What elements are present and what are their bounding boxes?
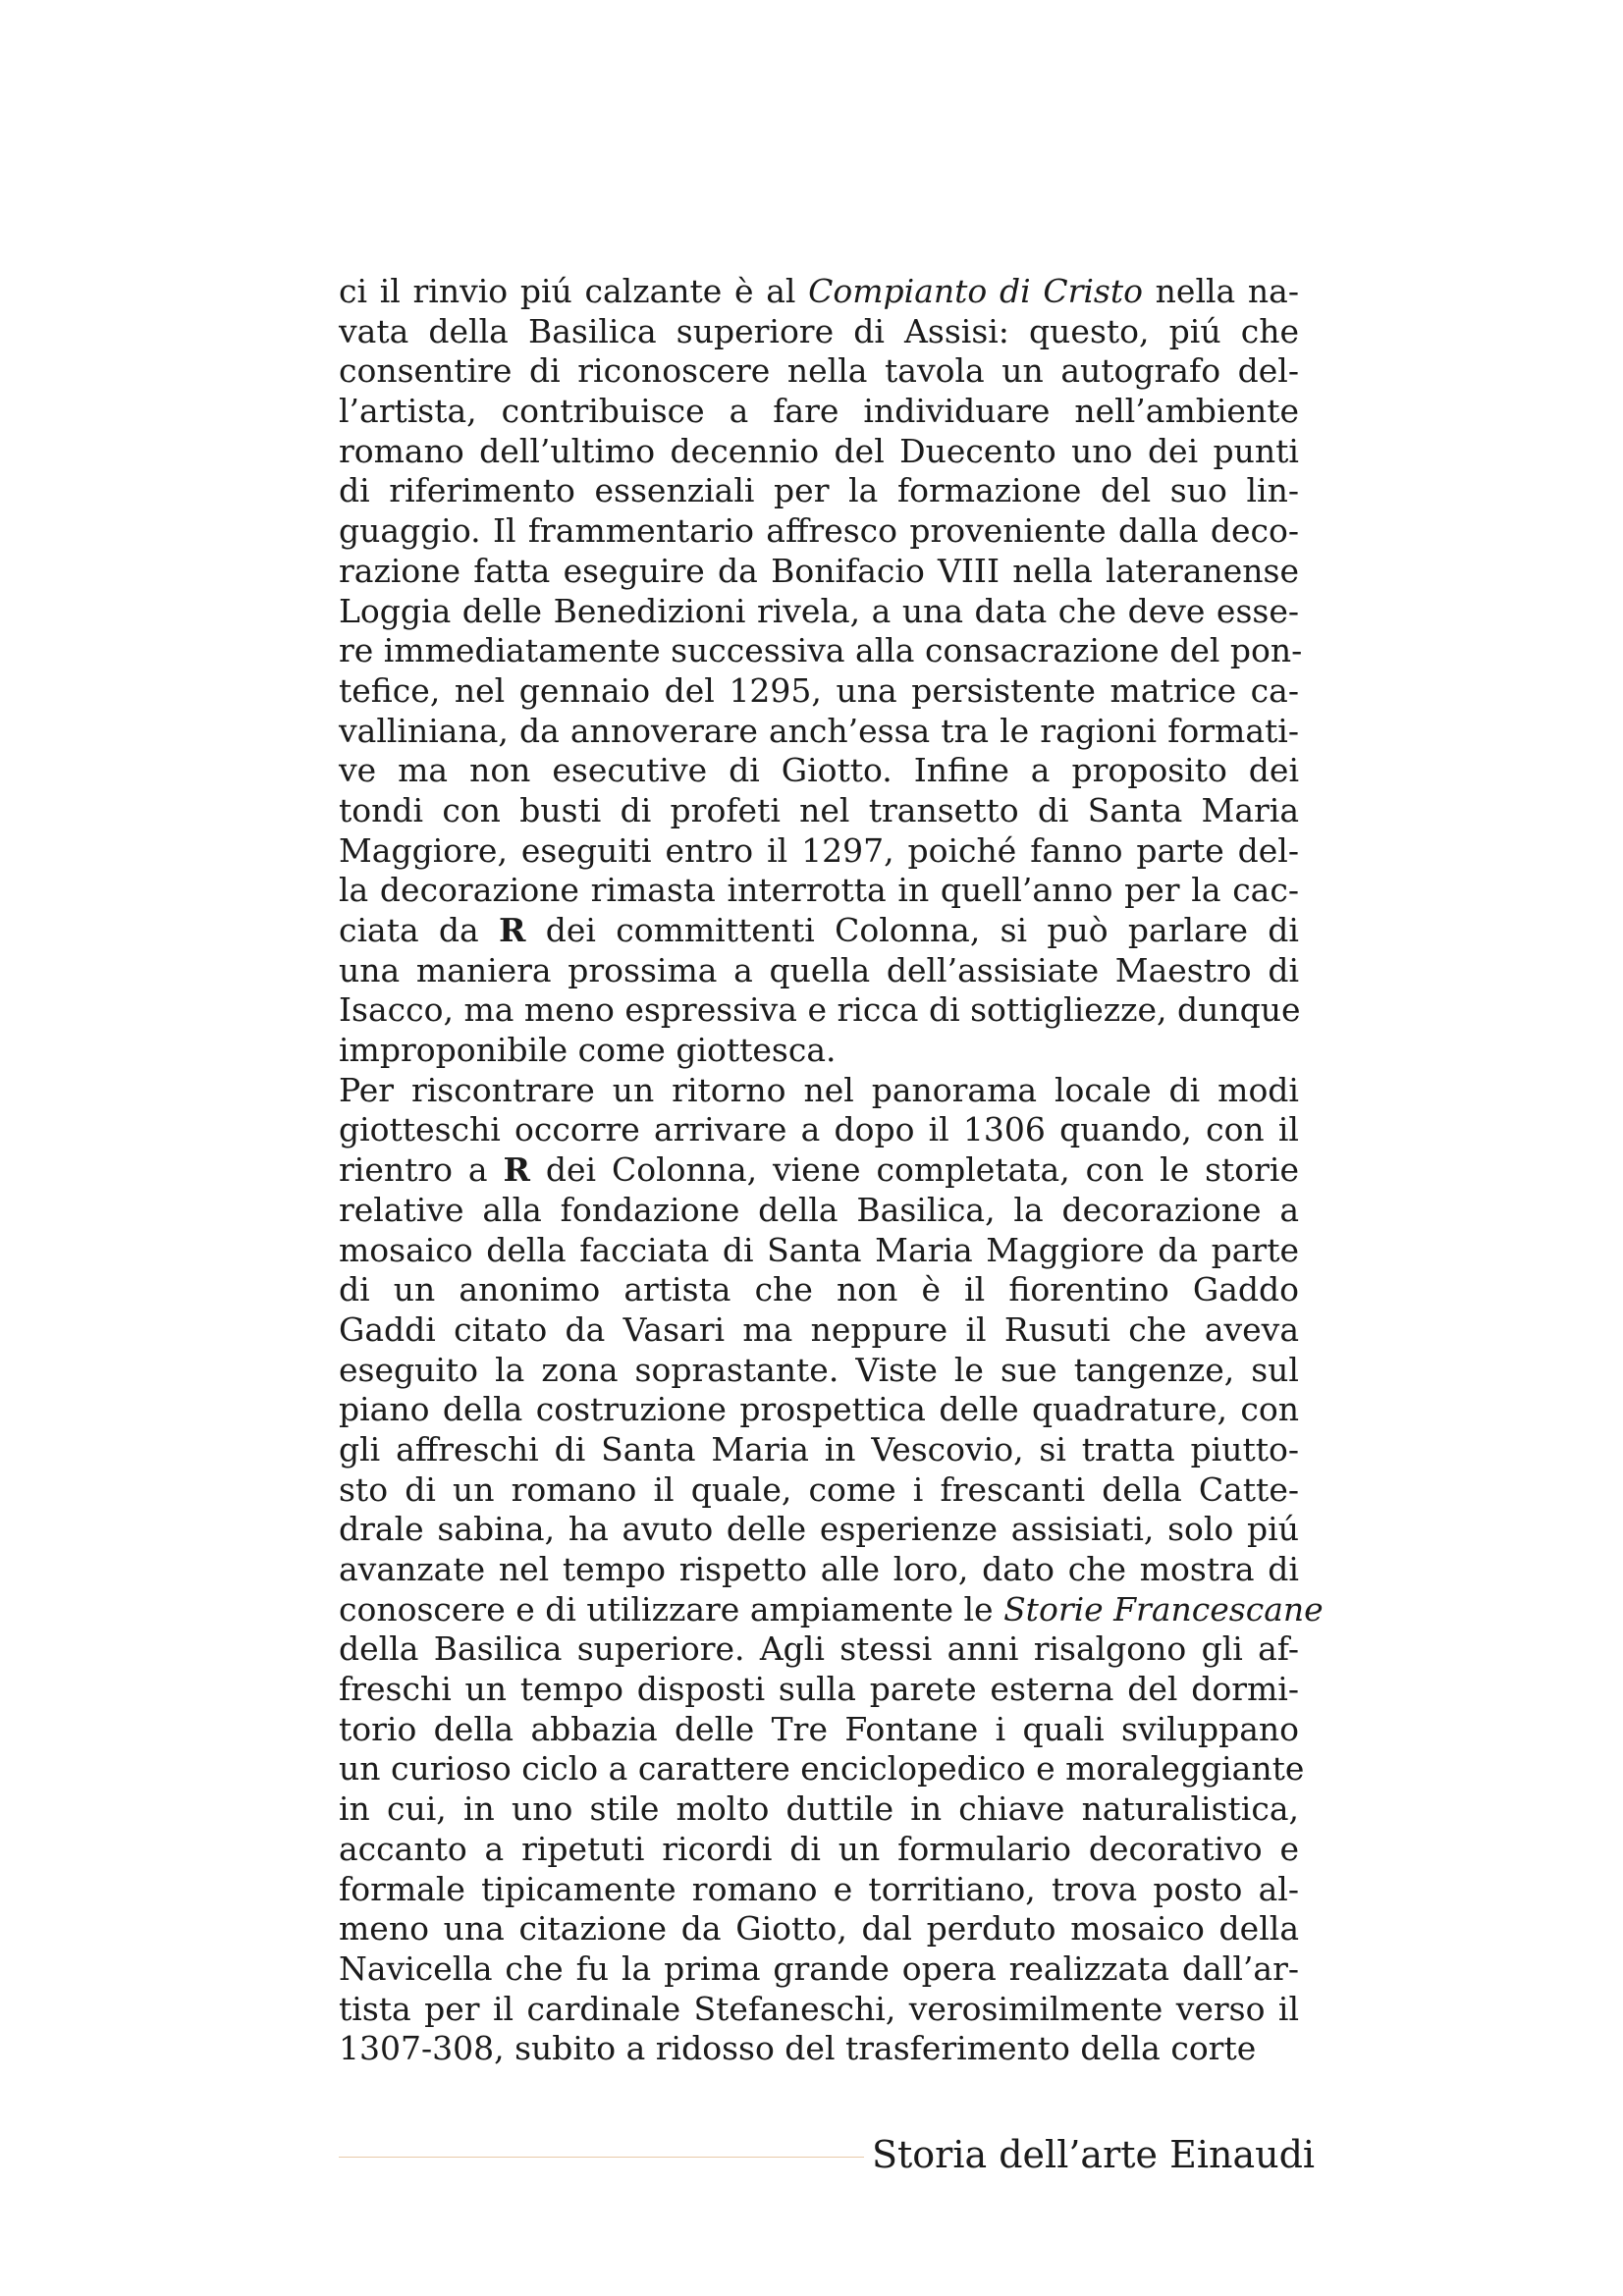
text-line [339,1990,1299,2030]
line-text: drale sabina, ha avuto delle esperienze assisiati, solo piú [339,1510,1299,1549]
line-text: 1307-308, subito a ridosso del trasferimento della corte [339,2029,1257,2068]
body-text [339,272,1324,2069]
text-line [339,1830,1299,1870]
line-text: torio della abbazia delle Tre Fontane i quali sviluppano [339,1709,1299,1748]
line-text: dei Colonna, viene completata, con le storie [529,1150,1299,1190]
line-text: guaggio. Il frammentario affresco proveniente dalla deco- [339,511,1299,551]
line-text: ciata da [339,911,500,949]
text-line [339,1550,1299,1590]
text-line [339,1110,1299,1150]
text-line [339,1949,1299,1990]
text-line [339,272,1299,312]
line-text: giotteschi occorre arrivare a dopo il 1306 quando, con il [339,1110,1299,1149]
text-line [339,471,1299,511]
text-line [339,1749,1305,1789]
text-line [339,432,1299,472]
text-line [339,1909,1299,1949]
line-text: Gaddi citato da Vasari ma neppure il Rusuti che aveva [339,1309,1299,1349]
line-text: eseguito la zona soprastante. Viste le sue tangenze, sul [339,1350,1299,1389]
text-line [339,1710,1299,1750]
text-line [339,2029,1299,2069]
line-text: rientro a [339,1150,504,1190]
line-text: in cui, in uno stile molto duttile in chiave naturalistica, [339,1789,1299,1829]
text-line [339,791,1299,831]
text-line [339,351,1299,392]
line-text: dei committenti Colonna, si può parlare di [525,911,1299,949]
line-text: avanzate nel tempo rispetto alle loro, dato che mostra di [339,1550,1299,1588]
text-line [339,1270,1299,1310]
text-line [339,1310,1299,1351]
text-line [339,392,1299,432]
line-text: ve ma non esecutive di Giotto. Infine a proposito dei [339,751,1299,790]
text-line [339,1351,1299,1391]
line-text: una maniera prossima a quella dell’assisiate Maestro di [339,950,1299,989]
line-text: di un anonimo artista che non è il fiorentino Gaddo [339,1270,1299,1309]
line-text: romano dell’ultimo decennio del Duecento uno dei punti [339,431,1299,470]
line-text: conoscere e di utilizzare ampiamente le [339,1589,1004,1629]
line-text: accanto a ripetuti ricordi di un formulario decorativo e [339,1829,1299,1868]
line-text: la decorazione rimasta interrotta in quell’anno per la cac- [339,871,1299,910]
line-text: valliniana, da annoverare anch’essa tra le ragioni formati- [339,711,1299,750]
italic-title: Storie Francescane [1003,1589,1324,1629]
footer-rule [339,2157,864,2158]
text-line [339,1629,1299,1670]
text-line [339,751,1299,791]
text-line [339,1191,1299,1231]
line-text: freschi un tempo disposti sulla parete esterna del dormi- [339,1670,1299,1709]
text-line [339,1231,1299,1271]
line-text: di riferimento essenziali per la formazione del suo lin- [339,471,1299,510]
text-line [339,631,1303,671]
line-text: un curioso ciclo a carattere enciclopedico e moraleggiante [339,1749,1305,1789]
line-text: Maggiore, eseguiti entro il 1297, poiché fanno parte del- [339,830,1299,870]
text-line [339,511,1299,552]
line-text: improponibile come giottesca. [339,1031,837,1070]
line-text: piano della costruzione prospettica delle quadrature, con [339,1390,1299,1429]
line-text: formale tipicamente romano e torritiano, trova posto al- [339,1869,1299,1908]
line-text: meno una citazione da Giotto, dal perduto mosaico della [339,1909,1299,1949]
text-line [339,312,1299,352]
line-text: Per riscontrare un ritorno nel panorama locale di modi [339,1070,1299,1109]
line-text: relative alla fondazione della Basilica, la decorazione a [339,1190,1299,1229]
text-line [339,1589,1324,1630]
line-text: Navicella che fu la prima grande opera realizzata dall’ar- [339,1949,1299,1988]
paragraph [339,1070,1324,2069]
text-line [339,911,1299,951]
text-line [339,1071,1299,1111]
text-line [339,592,1299,632]
line-text: nella na- [1142,272,1299,310]
text-line [339,1150,1299,1191]
line-text: sto di un romano il quale, come i frescanti della Catte- [339,1469,1299,1509]
line-text: Isacco, ma meno espressiva e ricca di sottigliezze, dunque [339,990,1301,1030]
line-text: gli affreschi di Santa Maria in Vescovio, si tratta piutto- [339,1429,1299,1468]
line-text: re immediatamente successiva alla consacrazione del pon- [339,631,1303,670]
text-line [339,990,1299,1031]
text-line [339,1430,1299,1470]
line-text: consentire di riconoscere nella tavola un autografo del- [339,351,1299,391]
paragraph [339,272,1303,1071]
line-text: vata della Basilica superiore di Assisi: questo, piú che [339,311,1299,350]
text-line [339,552,1299,592]
text-line [339,1470,1299,1511]
line-text: ci il rinvio piú calzante è al [339,272,809,310]
text-line [339,1789,1299,1830]
text-line [339,712,1299,752]
text-line [339,1031,1299,1071]
text-line [339,951,1299,991]
text-line [339,1510,1299,1550]
italic-title: Compianto di Cristo [808,272,1143,310]
line-text: mosaico della facciata di Santa Maria Maggiore da parte [339,1230,1299,1269]
line-text: Loggia delle Benedizioni rivela, a una data che deve esse- [339,591,1299,630]
bold-abbreviation: R [499,911,526,949]
text-line [339,1390,1299,1430]
line-text: razione fatta eseguire da Bonifacio VIII nella lateranense [339,551,1299,590]
bold-abbreviation: R [503,1150,530,1190]
text-line [339,871,1299,911]
line-text: tondi con busti di profeti nel transetto di Santa Maria [339,790,1299,829]
line-text: della Basilica superiore. Agli stessi anni risalgono gli af- [339,1629,1299,1669]
text-line [339,671,1299,712]
footer-title: Storia dell’arte Einaudi [872,2133,1316,2176]
text-line [339,1670,1299,1710]
line-text: tefice, nel gennaio del 1295, una persistente matrice ca- [339,670,1299,710]
line-text: l’artista, contribuisce a fare individuare nell’ambiente [339,392,1299,431]
text-line [339,831,1299,872]
text-line [339,1870,1299,1910]
line-text: tista per il cardinale Stefaneschi, verosimilmente verso il [339,1989,1299,2028]
